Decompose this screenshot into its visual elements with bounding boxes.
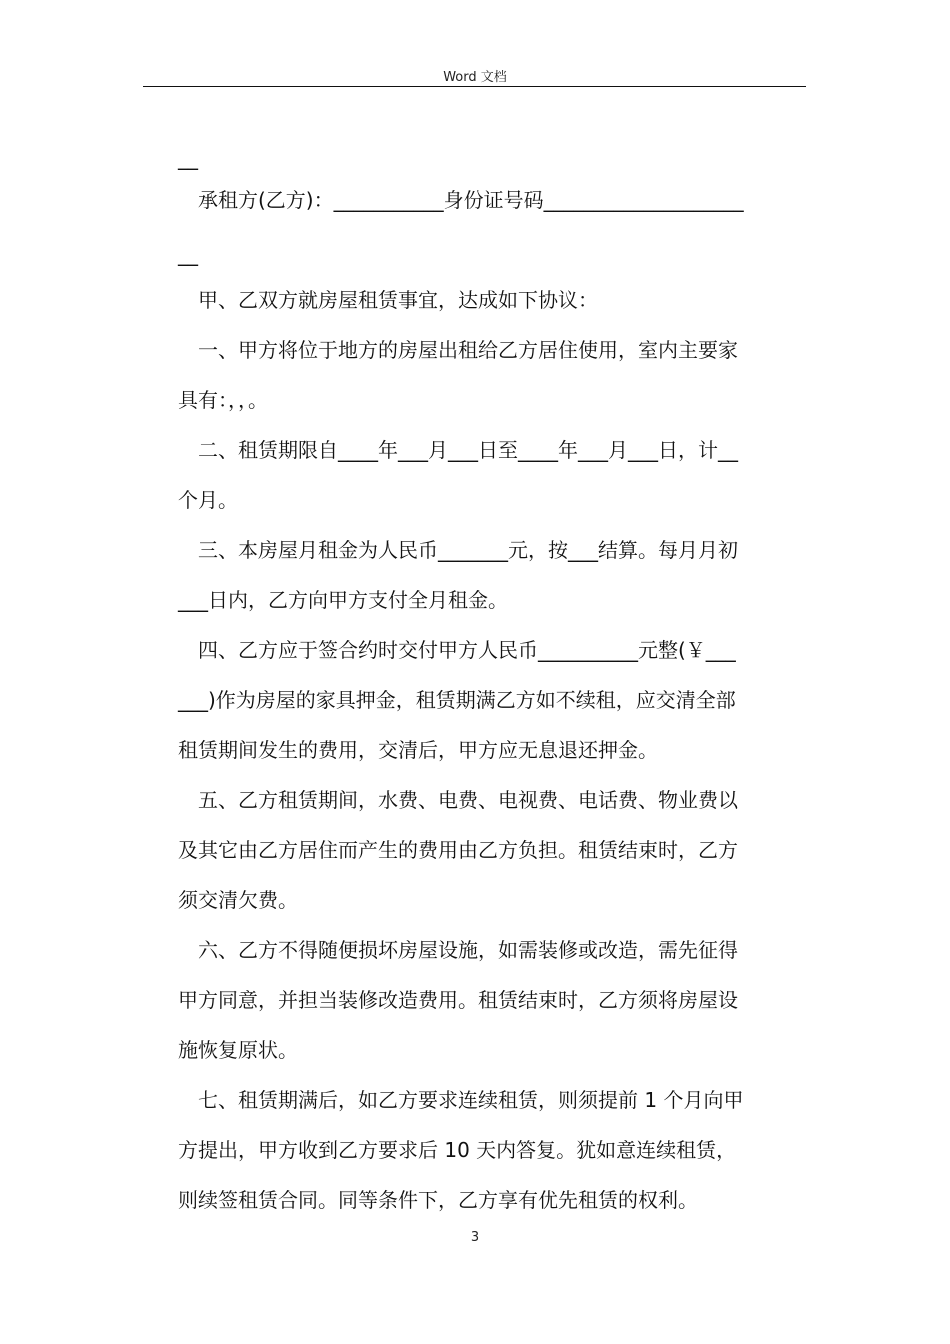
text-line: 甲、乙双方就房屋租赁事宜，达成如下协议： xyxy=(178,288,598,312)
text-line: 租赁期间发生的费用，交清后，甲方应无息退还押金。 xyxy=(178,738,658,762)
text-line: 则续签租赁合同。同等条件下，乙方享有优先租赁的权利。 xyxy=(178,1188,698,1212)
text-line: 施恢复原状。 xyxy=(178,1038,298,1062)
text-line: __ xyxy=(178,242,198,266)
text-line: ___)作为房屋的家具押金，租赁期满乙方如不续租，应交清全部 xyxy=(178,688,736,712)
text-line: 五、乙方租赁期间，水费、电费、电视费、电话费、物业费以 xyxy=(178,788,738,812)
text-line: 二、租赁期限自____年___月___日至____年___月___日，计__ xyxy=(178,438,738,462)
text-line: 四、乙方应于签合约时交付甲方人民币__________元整(￥___ xyxy=(178,638,736,662)
text-line: 方提出，甲方收到乙方要求后 10 天内答复。犹如意连续租赁， xyxy=(178,1138,737,1162)
text-line: 须交清欠费。 xyxy=(178,888,298,912)
text-line: 甲方同意，并担当装修改造费用。租赁结束时，乙方须将房屋设 xyxy=(178,988,738,1012)
text-line: 一、甲方将位于地方的房屋出租给乙方居住使用，室内主要家 xyxy=(178,338,738,362)
text-line: 个月。 xyxy=(178,488,238,512)
text-line: ___日内，乙方向甲方支付全月租金。 xyxy=(178,588,508,612)
page-number: 3 xyxy=(470,1230,480,1245)
header-rule xyxy=(143,86,806,87)
text-line: __ xyxy=(178,146,198,170)
text-line: 三、本房屋月租金为人民币_______元，按___结算。每月月初 xyxy=(178,538,738,562)
text-line: 具有：，，。 xyxy=(178,388,268,412)
text-line: 六、乙方不得随便损坏房屋设施，如需装修或改造，需先征得 xyxy=(178,938,738,962)
page-header: Word 文档 xyxy=(443,70,507,85)
text-line: 承租方(乙方)：___________身份证号码____________________ xyxy=(178,188,744,212)
text-line: 七、租赁期满后，如乙方要求连续租赁，则须提前 1 个月向甲 xyxy=(178,1088,744,1112)
text-line: 及其它由乙方居住而产生的费用由乙方负担。租赁结束时，乙方 xyxy=(178,838,738,862)
